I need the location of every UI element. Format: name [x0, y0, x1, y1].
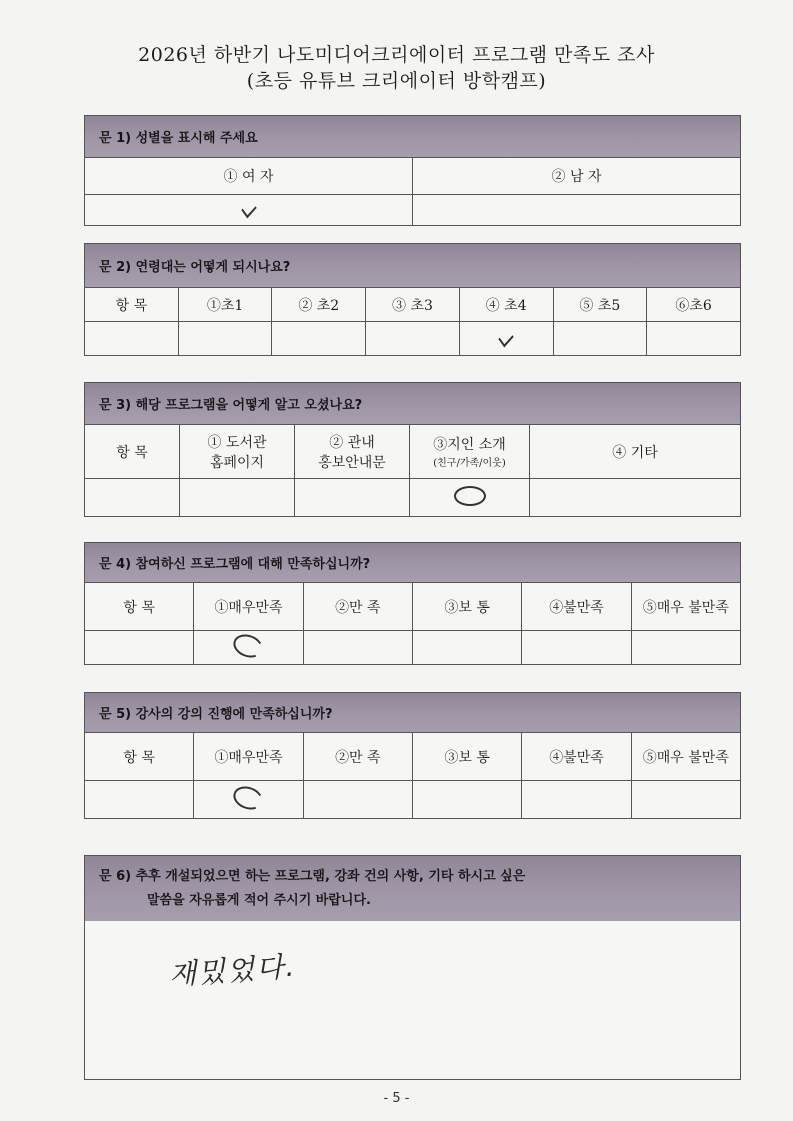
q4-answer-1[interactable]	[194, 631, 303, 665]
question-1-header	[84, 115, 741, 157]
question-1-table	[84, 157, 741, 226]
q3-option-2[interactable]: ② 관내 홍보안내문	[295, 425, 410, 479]
q4-answer-3[interactable]	[412, 631, 521, 665]
question-3-table	[84, 424, 741, 517]
circle-mark-icon	[231, 782, 267, 813]
q4-answer-4[interactable]	[522, 631, 631, 665]
q3-answer-1[interactable]	[180, 479, 295, 517]
q1-answer-male[interactable]	[413, 195, 741, 226]
page-number: - 5 -	[383, 1091, 410, 1106]
question-4	[84, 542, 741, 665]
q6-answer-box[interactable]	[84, 921, 741, 1080]
q1-option-male[interactable]: ② 남 자	[413, 158, 741, 195]
question-3-text: 문 3) 해당 프로그램을 어떻게 알고 오셨나요?	[99, 398, 363, 413]
q5-option-3[interactable]: ③보 통	[412, 733, 521, 781]
question-5	[84, 692, 741, 819]
circle-mark-icon	[454, 486, 486, 506]
question-4-text: 문 4) 참여하신 프로그램에 대해 만족하십니까?	[99, 557, 371, 572]
q3-answer-2[interactable]	[295, 479, 410, 517]
question-2-text: 문 2) 연령대는 어떻게 되시나요?	[99, 260, 291, 275]
question-4-header	[84, 542, 741, 582]
q2-option-5[interactable]: ⑤ 초5	[553, 288, 647, 322]
q2-answer-6[interactable]	[647, 322, 741, 356]
q3-answer-4[interactable]	[530, 479, 741, 517]
check-mark-icon	[498, 328, 513, 347]
q2-answer-label	[85, 322, 179, 356]
q3-option-1[interactable]: ① 도서관 홈페이지	[180, 425, 295, 479]
q1-answer-female[interactable]	[85, 195, 413, 226]
q3-row-label: 항 목	[85, 425, 180, 479]
q5-answer-3[interactable]	[412, 781, 521, 819]
question-1	[84, 115, 741, 226]
question-6	[84, 855, 741, 1080]
q3-option-4[interactable]: ④ 기타	[530, 425, 741, 479]
q2-answer-3[interactable]	[366, 322, 460, 356]
q5-row-label: 항 목	[85, 733, 194, 781]
q4-option-4[interactable]: ④불만족	[522, 583, 631, 631]
q5-option-5[interactable]: ⑤매우 불만족	[631, 733, 740, 781]
q5-option-4[interactable]: ④불만족	[522, 733, 631, 781]
title-line-1: 2026년 하반기 나도미디어크리에이터 프로그램 만족도 조사	[138, 44, 655, 66]
q1-option-female[interactable]: ① 여 자	[85, 158, 413, 195]
q2-option-6[interactable]: ⑥초6	[647, 288, 741, 322]
q5-option-1[interactable]: ①매우만족	[194, 733, 303, 781]
question-1-text: 문 1) 성별을 표시해 주세요	[99, 131, 258, 146]
title-line-2: (초등 유튜브 크리에이터 방학캠프)	[246, 70, 547, 92]
q5-answer-4[interactable]	[522, 781, 631, 819]
question-6-text-line-1: 문 6) 추후 개설되었으면 하는 프로그램, 강좌 건의 사항, 기타 하시고 싶은	[99, 868, 526, 884]
q5-answer-label	[85, 781, 194, 819]
question-2-header	[84, 243, 741, 287]
q3-answer-3[interactable]	[410, 479, 530, 517]
question-5-header	[84, 692, 741, 732]
q4-answer-2[interactable]	[303, 631, 412, 665]
q4-option-2[interactable]: ②만 족	[303, 583, 412, 631]
q2-answer-1[interactable]	[178, 322, 272, 356]
q2-row-label: 항 목	[85, 288, 179, 322]
q4-row-label: 항 목	[85, 583, 194, 631]
page-title	[0, 42, 793, 94]
question-4-table	[84, 582, 741, 665]
q2-answer-2[interactable]	[272, 322, 366, 356]
question-3-header	[84, 382, 741, 424]
question-3	[84, 382, 741, 517]
q5-answer-5[interactable]	[631, 781, 740, 819]
q4-answer-5[interactable]	[631, 631, 740, 665]
q2-option-4[interactable]: ④ 초4	[459, 288, 553, 322]
circle-mark-icon	[231, 630, 267, 661]
q2-option-2[interactable]: ② 초2	[272, 288, 366, 322]
q6-handwritten-answer: 재밌었다.	[168, 949, 298, 992]
q4-option-5[interactable]: ⑤매우 불만족	[631, 583, 740, 631]
q5-answer-1[interactable]	[194, 781, 303, 819]
question-2	[84, 243, 741, 356]
q2-option-3[interactable]: ③ 초3	[366, 288, 460, 322]
q3-option-3[interactable]: ③지인 소개 (친구/가족/이웃)	[410, 425, 530, 479]
question-5-text: 문 5) 강사의 강의 진행에 만족하십니까?	[99, 707, 333, 722]
q3-answer-label	[85, 479, 180, 517]
question-6-header	[84, 855, 741, 921]
q2-answer-4[interactable]	[459, 322, 553, 356]
check-mark-icon	[241, 200, 256, 219]
q4-option-1[interactable]: ①매우만족	[194, 583, 303, 631]
q4-answer-label	[85, 631, 194, 665]
question-2-table	[84, 287, 741, 356]
q5-option-2[interactable]: ②만 족	[303, 733, 412, 781]
question-6-text-line-2: 말씀을 자유롭게 적어 주시기 바랍니다.	[147, 892, 371, 908]
q4-option-3[interactable]: ③보 통	[412, 583, 521, 631]
q5-answer-2[interactable]	[303, 781, 412, 819]
question-5-table	[84, 732, 741, 819]
q2-answer-5[interactable]	[553, 322, 647, 356]
q2-option-1[interactable]: ①초1	[178, 288, 272, 322]
